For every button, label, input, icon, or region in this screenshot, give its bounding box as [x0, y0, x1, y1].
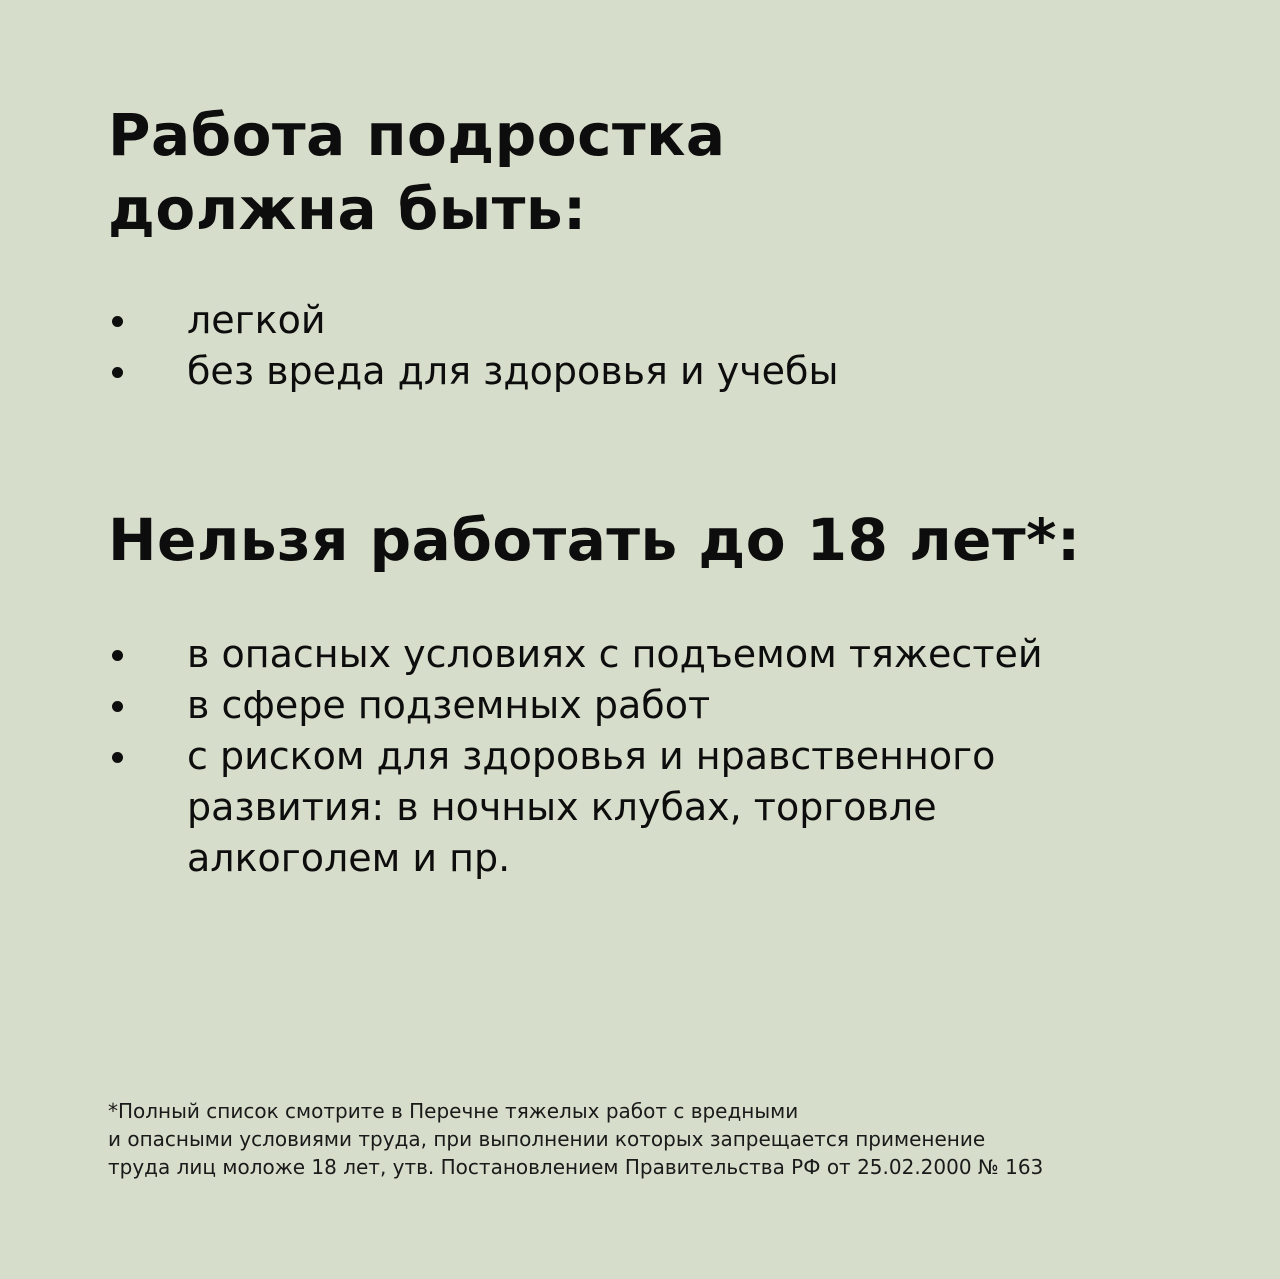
list-item	[108, 295, 1187, 346]
footnote-line: и опасными условиями труда, при выполнении которых запрещается применение	[108, 1127, 986, 1151]
list-item-text: в сфере подземных работ	[187, 683, 711, 727]
list-item-text: в опасных условиях с подъемом тяжестей	[187, 632, 1043, 676]
list-item	[108, 346, 1187, 397]
allowed-list	[108, 295, 1187, 397]
forbidden-list	[108, 629, 1187, 884]
list-item	[108, 680, 1187, 731]
allowed-heading	[108, 98, 726, 246]
bullet-icon	[112, 316, 123, 327]
list-item-text: легкой	[187, 298, 326, 342]
footnote-line: *Полный список смотрите в Перечне тяжелых работ с вредными	[108, 1099, 799, 1123]
footnote	[108, 1097, 1043, 1181]
bullet-icon	[112, 752, 123, 763]
footnote-line: труда лиц моложе 18 лет, утв. Постановлением Правительства РФ от 25.02.2000 № 163	[108, 1155, 1044, 1179]
list-item	[108, 629, 1187, 680]
list-item-text: без вреда для здоровья и учебы	[187, 349, 839, 393]
bullet-icon	[112, 650, 123, 661]
list-item-text: с риском для здоровья и нравственного развития: в ночных клубах, торговле алкоголем и пр.	[187, 734, 996, 880]
bullet-icon	[112, 367, 123, 378]
list-item	[108, 731, 1187, 884]
allowed-heading-line: должна быть:	[108, 175, 587, 243]
bullet-icon	[112, 701, 123, 712]
forbidden-heading: Нельзя работать до 18 лет*:	[108, 506, 1081, 574]
allowed-heading-line: Работа подростка	[108, 101, 726, 169]
